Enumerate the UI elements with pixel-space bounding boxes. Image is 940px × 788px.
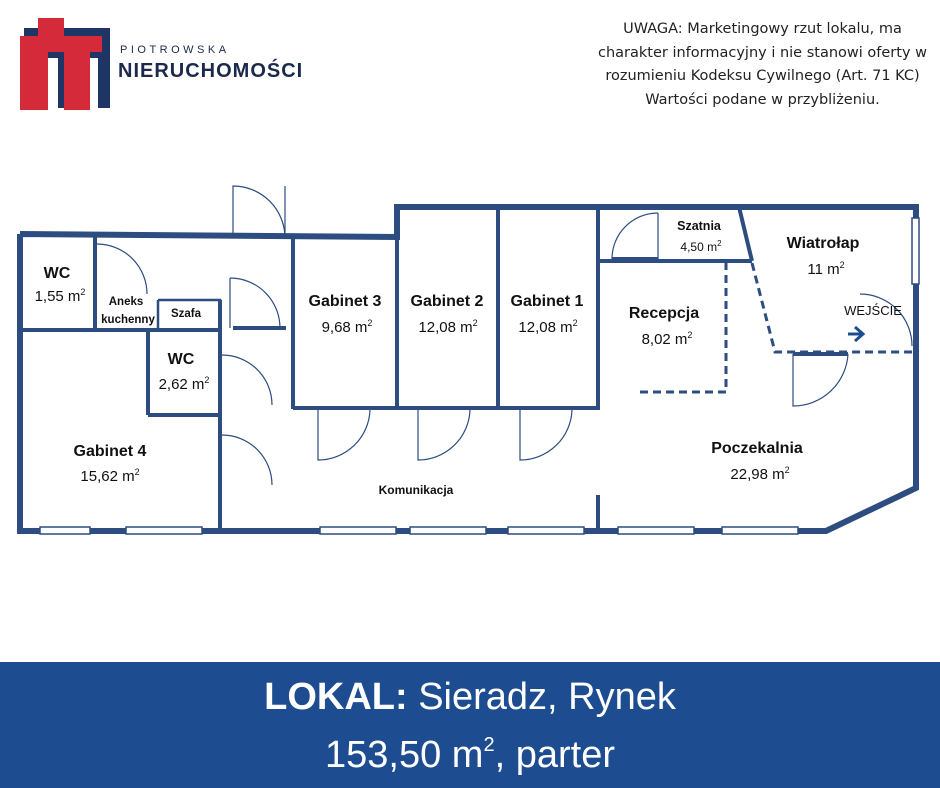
door-swing [222, 355, 272, 405]
listing-city: Sieradz, Rynek [407, 676, 676, 718]
door-swing [318, 410, 370, 460]
room-area: 15,62 $m^2$ [80, 467, 140, 485]
room-name: WC [167, 351, 195, 368]
room-area: 8,02 $m^2$ [641, 330, 693, 348]
listing-area [0, 734, 940, 777]
notice-line: Wartości podane w przybliżeniu. [645, 91, 880, 108]
window [508, 527, 584, 534]
wall [739, 207, 752, 261]
door-swing [222, 435, 272, 485]
room-area: 2,62 $m^2$ [158, 375, 210, 393]
door-swing [418, 410, 470, 460]
room-area: 12,08 $m^2$ [418, 318, 478, 336]
window [40, 527, 90, 534]
room-name: Szafa [170, 308, 202, 320]
door-swing [793, 354, 848, 406]
floor-level: , parter [494, 734, 615, 776]
room-name: Recepcja [628, 305, 700, 322]
window [320, 527, 396, 534]
room-area: 4,50 $m^2$ [680, 239, 722, 254]
room-name: Gabinet 4 [73, 443, 147, 460]
door-swing [860, 294, 912, 346]
entrance-arrow-icon [848, 327, 863, 341]
room-labels [35, 219, 903, 497]
room-name: Aneks [108, 296, 144, 308]
dashed-boundary [640, 263, 726, 392]
room-name: Poczekalnia [711, 440, 803, 457]
window [618, 527, 694, 534]
window [126, 527, 202, 534]
door-swing [230, 278, 280, 328]
door-swing [233, 186, 285, 238]
door-swing [520, 410, 572, 460]
listing-label: LOKAL: [264, 676, 408, 718]
entrance-label: WEJŚCIE [844, 303, 902, 318]
room-name: Gabinet 2 [410, 293, 484, 310]
room-name: Gabinet 3 [308, 293, 382, 310]
room-name: Gabinet 1 [510, 293, 584, 310]
window [912, 218, 919, 284]
area-unit-sup: 2 [483, 734, 495, 756]
notice-line: charakter informacyjny i nie stanowi oferty w [597, 44, 927, 61]
room-area: 9,68 $m^2$ [321, 318, 373, 336]
room-name: Komunikacja [378, 483, 454, 497]
room-name: WC [43, 265, 71, 282]
room-area: 22,98 $m^2$ [730, 465, 790, 483]
brand-name-top: PIOTROWSKA [120, 44, 230, 56]
notice-line: rozumieniu Kodeksu Cywilnego (Art. 71 KC) [605, 68, 920, 84]
door-swing [612, 213, 658, 259]
listing-location [0, 676, 940, 719]
room-area: 1,55 $m^2$ [34, 287, 86, 305]
window [722, 527, 798, 534]
room-name: Szatnia [677, 219, 721, 233]
room-area: 12,08 $m^2$ [518, 318, 578, 336]
area-value: 153,50 m [325, 734, 484, 776]
notice-line: UWAGA: Marketingowy rzut lokalu, ma [623, 21, 902, 37]
listing-banner [0, 662, 940, 788]
window [410, 527, 486, 534]
room-area: 11 $m^2$ [807, 260, 845, 278]
door-swing [97, 244, 147, 294]
room-name: Wiatrołap [786, 235, 860, 252]
brand-name-main: NIERUCHOMOŚCI [118, 60, 304, 82]
room-name: kuchenny [101, 314, 155, 326]
